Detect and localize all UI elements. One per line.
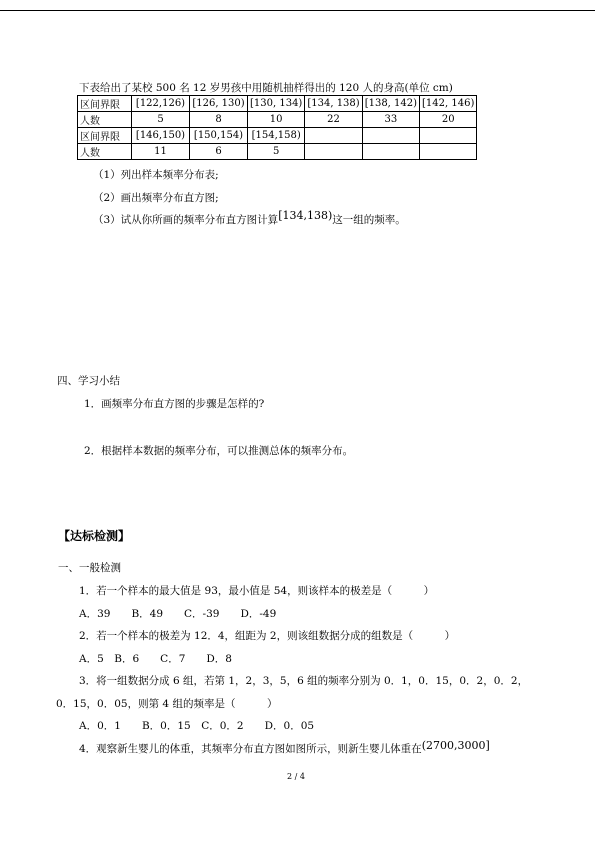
test-question-3-options: A．0．1 B．0．15 C．0．2 D．0．05 [79, 720, 315, 732]
page-number: 2 / 4 [287, 772, 305, 781]
table-row [78, 96, 477, 112]
header-rule [0, 10, 595, 11]
table-cell [305, 128, 362, 144]
height-frequency-table [77, 95, 477, 160]
table-row [78, 128, 477, 144]
test-sub-heading: 一、一般检测 [58, 562, 121, 574]
table-cell: [150,154) [190, 128, 248, 144]
table-cell: [138, 142) [362, 96, 419, 112]
question-2: （2）画出频率分布直方图; [93, 192, 219, 204]
test-question-1-options: A．39 B．49 C．-39 D．-49 [79, 608, 277, 620]
table-cell: [142, 146) [420, 96, 477, 112]
table-cell: 11 [132, 144, 190, 160]
table-cell: 5 [132, 112, 190, 128]
table-cell: 10 [248, 112, 305, 128]
test-question-2: 2．若一个样本的极差为 12．4，组距为 2，则该组数据分成的组数是（ ） [79, 630, 456, 642]
table-cell: [134, 138) [305, 96, 362, 112]
table-cell: [146,150) [132, 128, 190, 144]
summary-item-2: 2．根据样本数据的频率分布，可以推测总体的频率分布。 [84, 445, 354, 457]
table-cell: 22 [305, 112, 362, 128]
table-cell: [126, 130) [190, 96, 248, 112]
test-question-4-interval: (2700,3000] [421, 739, 490, 752]
table-cell: [122,126) [132, 96, 190, 112]
table-row [78, 144, 477, 160]
table-row-label: 人数 [78, 112, 132, 128]
test-question-2-options: A．5 B．6 C．7 D．8 [79, 653, 232, 665]
problem-intro: 下表给出了某校 500 名 12 岁男孩中用随机抽样得出的 120 人的身高(单位 cm) [79, 82, 453, 94]
summary-heading: 四、学习小结 [57, 375, 120, 387]
test-question-4 [79, 741, 490, 756]
table-row-label: 人数 [78, 144, 132, 160]
table-row-label: 区间界限 [78, 128, 132, 144]
test-question-4-text: 4．观察新生婴儿的体重，其频率分布直方图如图所示，则新生婴儿体重在 [79, 743, 422, 755]
table-cell: 33 [362, 112, 419, 128]
question-3 [93, 209, 406, 227]
table-cell [420, 128, 477, 144]
question-3-text: （3）试从你所画的频率分布直方图计算 [93, 214, 279, 226]
question-3-interval: [134,138) [278, 209, 333, 222]
test-question-3-line-1: 3．将一组数据分成 6 组，若第 1，2，3，5，6 组的频率分别为 0．1，0．15，0．2，0．2， [79, 675, 529, 687]
test-question-1: 1．若一个样本的最大值是 93，最小值是 54，则该样本的极差是（ ） [79, 585, 435, 597]
summary-item-1: 1．画频率分布直方图的步骤是怎样的? [84, 398, 265, 410]
table-row-label: 区间界限 [78, 96, 132, 112]
table-cell: 20 [420, 112, 477, 128]
table-cell [420, 144, 477, 160]
table-cell: [130, 134) [248, 96, 305, 112]
question-3-tail: 这一组的频率。 [332, 214, 406, 226]
table-cell [362, 128, 419, 144]
table-cell [305, 144, 362, 160]
table-cell: 5 [248, 144, 305, 160]
question-1: （1）列出样本频率分布表; [93, 169, 219, 181]
table-cell: [154,158) [248, 128, 305, 144]
test-question-3-line-2: 0．15，0．05，则第 4 组的频率是（ ） [56, 698, 278, 710]
test-heading: 【达标检测】 [58, 529, 131, 543]
table-row [78, 112, 477, 128]
table-cell: 6 [190, 144, 248, 160]
table-cell [362, 144, 419, 160]
table-cell: 8 [190, 112, 248, 128]
